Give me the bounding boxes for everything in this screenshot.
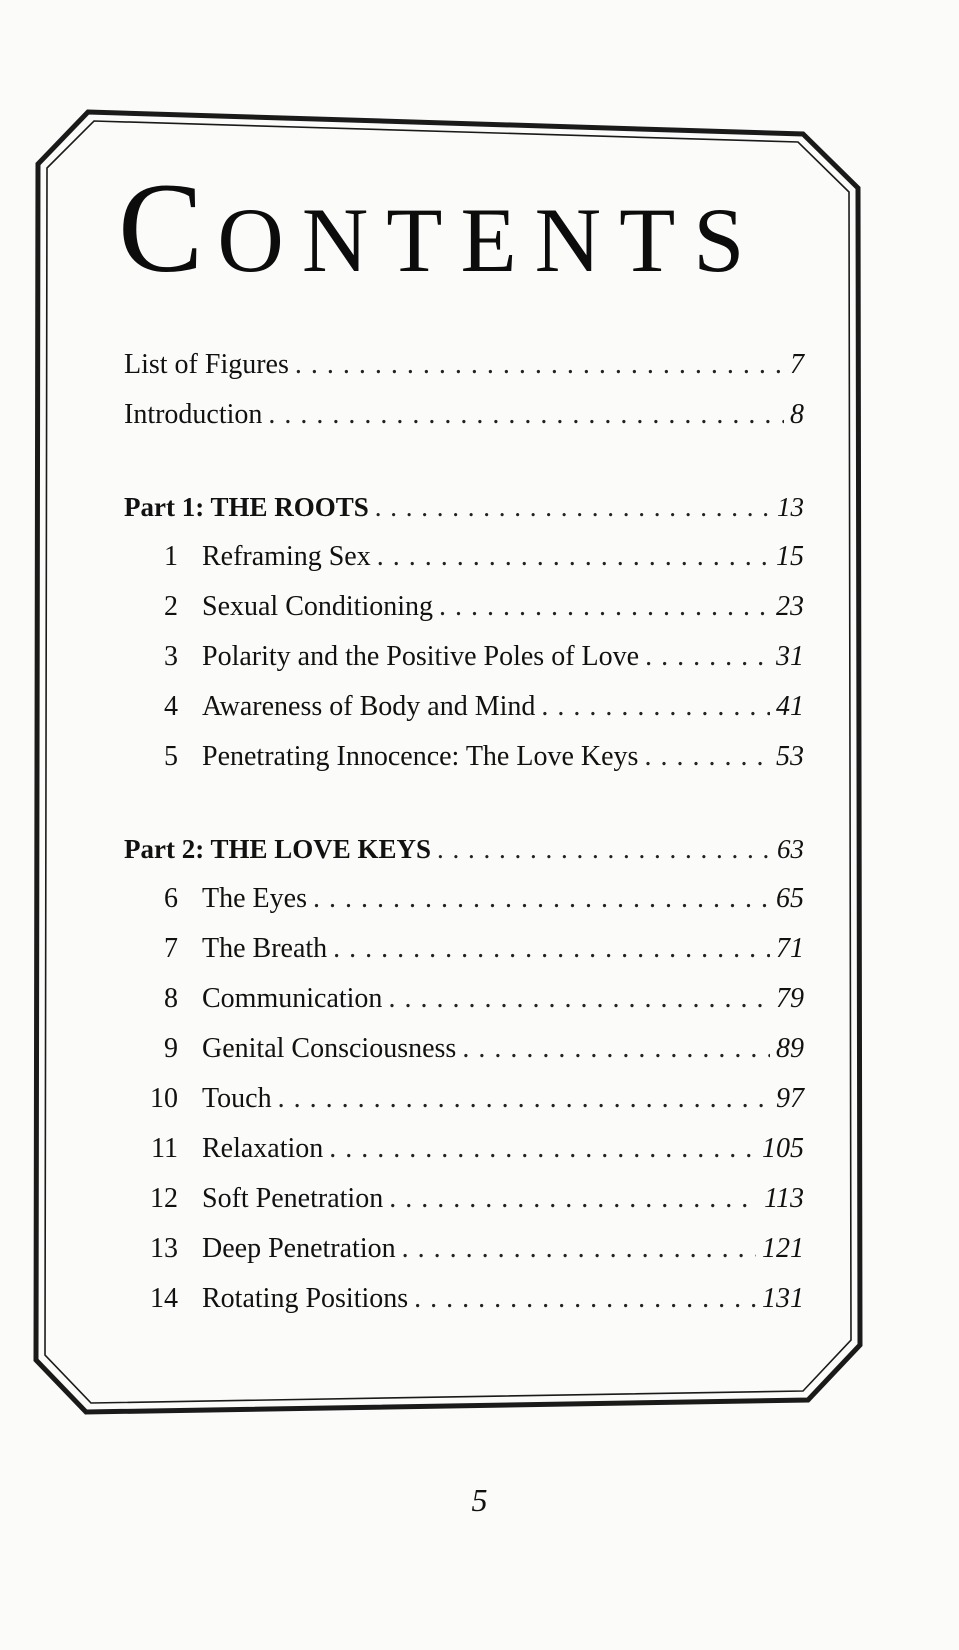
leader-dots bbox=[414, 1274, 756, 1324]
chapter-number: 8 bbox=[164, 983, 178, 1014]
chapter-title: Genital Consciousness bbox=[202, 1033, 457, 1064]
toc-chapter-1[interactable] bbox=[124, 532, 804, 582]
chapter-page: 23 bbox=[776, 591, 804, 622]
toc-chapter-8[interactable] bbox=[124, 974, 804, 1024]
chapter-title: Soft Penetration bbox=[202, 1183, 384, 1214]
leader-dots bbox=[377, 532, 770, 582]
chapter-page: 31 bbox=[776, 641, 804, 672]
page-number: 5 bbox=[471, 1482, 488, 1518]
chapter-page: 131 bbox=[762, 1283, 804, 1314]
leader-dots bbox=[439, 582, 770, 632]
page-title bbox=[118, 148, 818, 308]
toc-part-label: Part 1: THE ROOTS bbox=[124, 492, 369, 522]
chapter-title: Deep Penetration bbox=[202, 1233, 396, 1264]
chapter-page: 71 bbox=[776, 933, 804, 964]
chapter-number: 1 bbox=[164, 541, 178, 572]
leader-dots bbox=[375, 482, 771, 532]
toc-part-page: 63 bbox=[777, 834, 804, 864]
leader-dots bbox=[462, 1024, 770, 1074]
toc-entry-introduction[interactable] bbox=[124, 390, 804, 440]
toc-chapter-14[interactable] bbox=[124, 1274, 804, 1324]
chapter-number: 6 bbox=[164, 883, 178, 914]
chapter-page: 97 bbox=[776, 1083, 804, 1114]
chapter-title: Penetrating Innocence: The Love Keys bbox=[202, 741, 639, 772]
toc-entry-label: Introduction bbox=[124, 399, 263, 430]
chapter-number: 10 bbox=[150, 1083, 178, 1114]
chapter-number: 7 bbox=[164, 933, 178, 964]
chapter-title: Polarity and the Positive Poles of Love bbox=[202, 641, 640, 672]
toc-chapter-6[interactable] bbox=[124, 874, 804, 924]
leader-dots bbox=[329, 1124, 756, 1174]
chapter-title: Touch bbox=[202, 1083, 272, 1114]
chapter-number: 3 bbox=[164, 641, 178, 672]
toc-part-label: Part 2: THE LOVE KEYS bbox=[124, 834, 432, 864]
toc-chapter-12[interactable] bbox=[124, 1174, 804, 1224]
chapter-title: Awareness of Body and Mind bbox=[202, 691, 536, 722]
page-title-initial: C bbox=[118, 157, 218, 299]
chapter-page: 89 bbox=[776, 1033, 804, 1064]
toc-entry-page: 8 bbox=[790, 399, 804, 430]
leader-dots bbox=[268, 390, 784, 440]
leader-dots bbox=[541, 682, 770, 732]
toc-chapter-5[interactable] bbox=[124, 732, 804, 782]
chapter-number: 4 bbox=[164, 691, 178, 722]
toc-chapter-3[interactable] bbox=[124, 632, 804, 682]
chapter-page: 15 bbox=[776, 541, 804, 572]
toc-part-page: 13 bbox=[777, 492, 804, 522]
chapter-title: Communication bbox=[202, 983, 383, 1014]
toc-entry-list-of-figures[interactable] bbox=[124, 340, 804, 390]
toc-part-1[interactable] bbox=[124, 482, 804, 532]
toc-chapter-7[interactable] bbox=[124, 924, 804, 974]
chapter-page: 105 bbox=[762, 1133, 804, 1164]
leader-dots bbox=[389, 1174, 758, 1224]
chapter-number: 14 bbox=[150, 1283, 178, 1314]
leader-dots bbox=[333, 924, 770, 974]
chapter-page: 65 bbox=[776, 883, 804, 914]
toc-part-2[interactable] bbox=[124, 824, 804, 874]
page-title-rest: ONTENTS bbox=[217, 189, 763, 291]
chapter-number: 5 bbox=[164, 741, 178, 772]
toc-chapter-11[interactable] bbox=[124, 1124, 804, 1174]
chapter-number: 13 bbox=[150, 1233, 178, 1264]
toc-chapter-2[interactable] bbox=[124, 582, 804, 632]
leader-dots bbox=[295, 340, 784, 390]
chapter-title: Rotating Positions bbox=[202, 1283, 409, 1314]
leader-dots bbox=[644, 732, 770, 782]
leader-dots bbox=[402, 1224, 756, 1274]
chapter-page: 113 bbox=[764, 1183, 804, 1214]
leader-dots bbox=[313, 874, 770, 924]
chapter-title: The Breath bbox=[202, 933, 328, 964]
chapter-number: 11 bbox=[151, 1133, 178, 1164]
toc-entry-label: List of Figures bbox=[124, 349, 289, 380]
chapter-page: 121 bbox=[762, 1233, 804, 1264]
leader-dots bbox=[437, 824, 771, 874]
chapter-page: 79 bbox=[776, 983, 804, 1014]
chapter-number: 2 bbox=[164, 591, 178, 622]
chapter-title: Sexual Conditioning bbox=[202, 591, 433, 622]
chapter-number: 12 bbox=[150, 1183, 178, 1214]
chapter-page: 53 bbox=[776, 741, 804, 772]
table-of-contents bbox=[124, 340, 804, 1324]
toc-chapter-4[interactable] bbox=[124, 682, 804, 732]
toc-chapter-10[interactable] bbox=[124, 1074, 804, 1124]
leader-dots bbox=[388, 974, 770, 1024]
chapter-title: The Eyes bbox=[202, 883, 307, 914]
toc-chapter-13[interactable] bbox=[124, 1224, 804, 1274]
chapter-title: Reframing Sex bbox=[202, 541, 371, 572]
chapter-page: 41 bbox=[776, 691, 804, 722]
toc-entry-page: 7 bbox=[790, 349, 804, 380]
leader-dots bbox=[645, 632, 770, 682]
toc-chapter-9[interactable] bbox=[124, 1024, 804, 1074]
chapter-title: Relaxation bbox=[202, 1133, 324, 1164]
leader-dots bbox=[278, 1074, 770, 1124]
chapter-number: 9 bbox=[164, 1033, 178, 1064]
